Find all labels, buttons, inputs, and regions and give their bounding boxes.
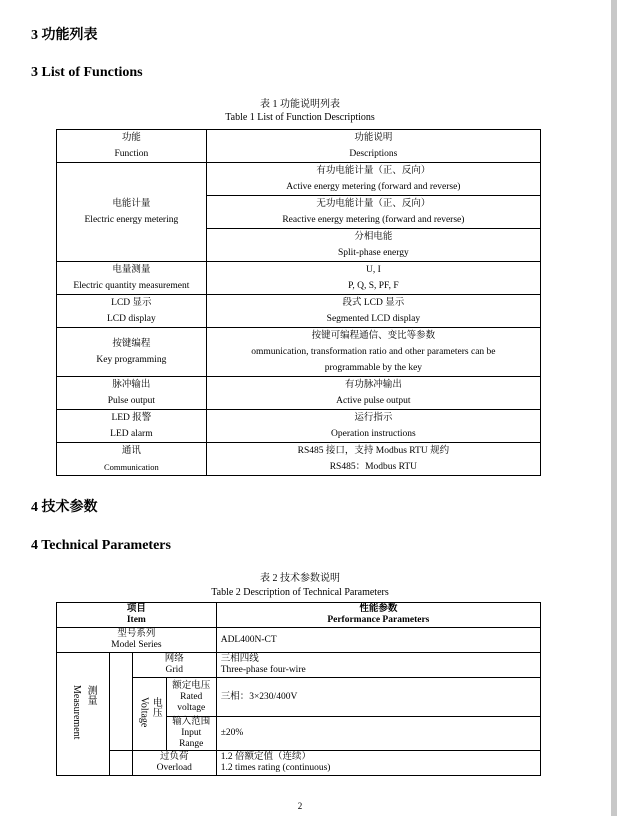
desc-cn: RS485 接口，支持 Modbus RTU 规约 xyxy=(297,446,450,456)
overload-value-cn: 1.2 倍额定值（连续） xyxy=(220,752,311,762)
desc-en: Segmented LCD display xyxy=(326,314,421,324)
table-row xyxy=(57,603,541,628)
desc-value: U, I xyxy=(365,265,381,275)
model-label-cn: 型号系列 xyxy=(117,629,156,639)
function-name-cn: LCD 显示 xyxy=(111,298,152,308)
table2-caption-en: Table 2 Description of Technical Parameters xyxy=(211,587,389,598)
page-edge xyxy=(611,0,617,816)
grid-label-en: Grid xyxy=(165,665,183,675)
function-name-en: Pulse output xyxy=(107,396,155,406)
function-name-cn: LED 报警 xyxy=(111,413,152,423)
section3-title-en: 3 List of Functions xyxy=(31,65,143,80)
desc-en: Active energy metering (forward and reverse) xyxy=(286,182,461,192)
header-function-en: Function xyxy=(114,149,149,159)
input-label-en: Input Range xyxy=(179,728,204,749)
voltage-label-en: Voltage xyxy=(138,696,150,728)
desc-cn: 运行指示 xyxy=(354,413,393,423)
rated-label-cn: 额定电压 xyxy=(172,680,211,691)
measurement-label-cn: 测量 xyxy=(85,684,97,705)
model-value: ADL400N-CT xyxy=(216,628,540,653)
table-row xyxy=(57,653,541,678)
header-desc-cn: 功能说明 xyxy=(354,133,393,143)
table-row xyxy=(57,328,541,377)
header-item-en: Item xyxy=(126,615,146,625)
rated-value: 三相：3×230/400V xyxy=(216,678,540,717)
model-label-en: Model Series xyxy=(111,640,162,650)
header-function-cn: 功能 xyxy=(121,133,141,143)
section4-title-cn: 4 技术参数 xyxy=(31,500,98,515)
header-perf-cn: 性能参数 xyxy=(359,604,398,614)
desc-en: Split-phase energy xyxy=(337,248,409,258)
function-name-cn: 电能计量 xyxy=(112,199,151,209)
tech-params-table xyxy=(56,602,541,776)
voltage-label-cn: 电压 xyxy=(150,696,162,717)
function-table xyxy=(56,129,541,476)
input-value: ±20% xyxy=(216,717,540,751)
input-label-cn: 输入范围 xyxy=(172,717,211,727)
desc-en: ommunication, transformation ratio and other parameters can be xyxy=(251,347,496,357)
desc-en: Operation instructions xyxy=(331,429,416,439)
table-row xyxy=(57,163,541,196)
section3-title-cn: 3 功能列表 xyxy=(31,28,98,43)
header-item-cn: 项目 xyxy=(126,604,146,614)
overload-label-cn: 过负荷 xyxy=(160,752,189,762)
function-name-cn: 按键编程 xyxy=(112,339,151,349)
overload-value-en: 1.2 times rating (continuous) xyxy=(220,763,331,773)
function-name-en: Key programming xyxy=(96,355,167,365)
desc-cn: 段式 LCD 显示 xyxy=(342,298,405,308)
table-row xyxy=(57,628,541,653)
table-row xyxy=(57,443,541,476)
table1-caption-en: Table 1 List of Function Descriptions xyxy=(225,112,375,123)
table-row xyxy=(57,678,541,717)
table-row xyxy=(57,751,541,776)
function-name-en: Electric quantity measurement xyxy=(73,281,190,291)
grid-label-cn: 网络 xyxy=(164,654,184,664)
grid-value-cn: 三相四线 xyxy=(220,654,259,664)
function-name-en: Electric energy metering xyxy=(84,215,179,225)
overload-label-en: Overload xyxy=(156,763,192,773)
rated-label-en: Rated voltage xyxy=(177,691,206,713)
desc-en: RS485：Modbus RTU xyxy=(329,462,418,472)
page-number: 2 xyxy=(297,801,303,811)
table1-caption-cn: 表 1 功能说明列表 xyxy=(260,99,340,110)
table-row xyxy=(57,377,541,410)
desc-value: P, Q, S, PF, F xyxy=(348,281,399,291)
desc-en: Reactive energy metering (forward and reverse) xyxy=(282,215,465,225)
desc-cn: 按键可编程通信、变比等参数 xyxy=(311,331,436,341)
desc-cn: 分相电能 xyxy=(354,232,393,242)
table-row xyxy=(57,262,541,295)
function-name-en: Communication xyxy=(103,462,159,472)
desc-cn: 有功电能计量（正、反向） xyxy=(316,166,431,176)
table-row xyxy=(57,130,541,163)
table2-caption-cn: 表 2 技术参数说明 xyxy=(260,573,340,584)
function-name-en: LED alarm xyxy=(110,429,153,439)
header-desc-en: Descriptions xyxy=(349,149,398,159)
grid-value-en: Three-phase four-wire xyxy=(220,665,306,675)
function-name-cn: 电量测量 xyxy=(112,265,151,275)
table-row xyxy=(57,295,541,328)
desc-cn: 有功脉冲输出 xyxy=(344,380,402,390)
desc-cn: 无功电能计量（正、反向） xyxy=(316,199,431,209)
measurement-label-en: Measurement xyxy=(70,684,82,740)
function-name-cn: 通讯 xyxy=(121,446,141,456)
table-row xyxy=(57,410,541,443)
desc-en: programmable by the key xyxy=(324,363,423,373)
function-name-en: LCD display xyxy=(106,314,156,324)
section4-title-en: 4 Technical Parameters xyxy=(31,538,171,553)
header-perf-en: Performance Parameters xyxy=(327,615,430,625)
function-name-cn: 脉冲输出 xyxy=(112,380,151,390)
desc-en: Active pulse output xyxy=(336,396,411,406)
